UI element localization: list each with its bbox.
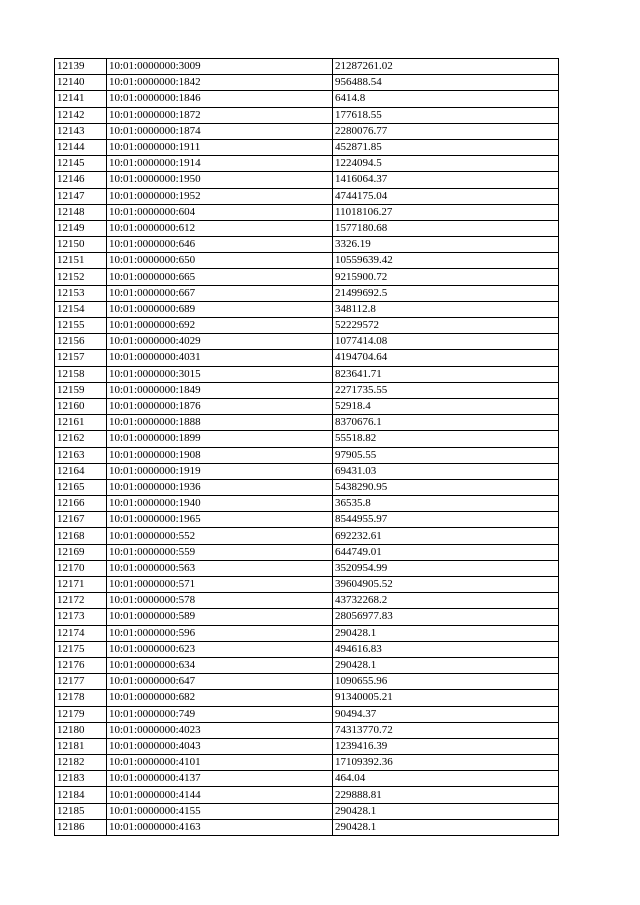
value-cell: 17109392.36 — [333, 755, 559, 771]
table-row — [55, 350, 559, 366]
table-row — [55, 544, 559, 560]
value-cell: 6414.8 — [333, 91, 559, 107]
row-number-cell: 12139 — [55, 59, 107, 75]
value-cell: 229888.81 — [333, 787, 559, 803]
cadastral-number-cell: 10:01:0000000:612 — [107, 220, 333, 236]
row-number-cell: 12162 — [55, 431, 107, 447]
cadastral-number-cell: 10:01:0000000:749 — [107, 706, 333, 722]
value-cell: 290428.1 — [333, 657, 559, 673]
value-cell: 290428.1 — [333, 819, 559, 835]
value-cell: 28056977.83 — [333, 609, 559, 625]
table-row — [55, 123, 559, 139]
row-number-cell: 12173 — [55, 609, 107, 625]
table-row — [55, 496, 559, 512]
cadastral-number-cell: 10:01:0000000:1940 — [107, 496, 333, 512]
cadastral-number-cell: 10:01:0000000:667 — [107, 285, 333, 301]
cadastral-number-cell: 10:01:0000000:623 — [107, 641, 333, 657]
table-row — [55, 107, 559, 123]
table-row — [55, 706, 559, 722]
value-cell: 3326.19 — [333, 237, 559, 253]
table-row — [55, 787, 559, 803]
table-row — [55, 560, 559, 576]
value-cell: 43732268.2 — [333, 593, 559, 609]
value-cell: 348112.8 — [333, 301, 559, 317]
row-number-cell: 12163 — [55, 447, 107, 463]
value-cell: 4194704.64 — [333, 350, 559, 366]
cadastral-number-cell: 10:01:0000000:692 — [107, 318, 333, 334]
row-number-cell: 12181 — [55, 738, 107, 754]
value-cell: 5438290.95 — [333, 479, 559, 495]
cadastral-number-cell: 10:01:0000000:665 — [107, 269, 333, 285]
value-cell: 2271735.55 — [333, 382, 559, 398]
table-row — [55, 609, 559, 625]
table-row — [55, 803, 559, 819]
table-row — [55, 156, 559, 172]
row-number-cell: 12171 — [55, 577, 107, 593]
value-cell: 52229572 — [333, 318, 559, 334]
value-cell: 97905.55 — [333, 447, 559, 463]
table-row — [55, 59, 559, 75]
row-number-cell: 12153 — [55, 285, 107, 301]
row-number-cell: 12154 — [55, 301, 107, 317]
value-cell: 1224094.5 — [333, 156, 559, 172]
row-number-cell: 12185 — [55, 803, 107, 819]
row-number-cell: 12140 — [55, 75, 107, 91]
row-number-cell: 12164 — [55, 463, 107, 479]
cadastral-number-cell: 10:01:0000000:650 — [107, 253, 333, 269]
row-number-cell: 12172 — [55, 593, 107, 609]
table-row — [55, 172, 559, 188]
row-number-cell: 12156 — [55, 334, 107, 350]
value-cell: 21499692.5 — [333, 285, 559, 301]
table-row — [55, 334, 559, 350]
value-cell: 10559639.42 — [333, 253, 559, 269]
row-number-cell: 12150 — [55, 237, 107, 253]
row-number-cell: 12160 — [55, 398, 107, 414]
row-number-cell: 12176 — [55, 657, 107, 673]
table-body — [55, 59, 559, 836]
cadastral-number-cell: 10:01:0000000:4031 — [107, 350, 333, 366]
row-number-cell: 12183 — [55, 771, 107, 787]
row-number-cell: 12151 — [55, 253, 107, 269]
row-number-cell: 12180 — [55, 722, 107, 738]
value-cell: 55518.82 — [333, 431, 559, 447]
row-number-cell: 12145 — [55, 156, 107, 172]
cadastral-number-cell: 10:01:0000000:589 — [107, 609, 333, 625]
table-row — [55, 139, 559, 155]
value-cell: 39604905.52 — [333, 577, 559, 593]
value-cell: 69431.03 — [333, 463, 559, 479]
row-number-cell: 12170 — [55, 560, 107, 576]
table-row — [55, 512, 559, 528]
row-number-cell: 12143 — [55, 123, 107, 139]
table-row — [55, 204, 559, 220]
value-cell: 644749.01 — [333, 544, 559, 560]
cadastral-number-cell: 10:01:0000000:647 — [107, 674, 333, 690]
table-row — [55, 463, 559, 479]
table-row — [55, 91, 559, 107]
cadastral-number-cell: 10:01:0000000:1908 — [107, 447, 333, 463]
row-number-cell: 12184 — [55, 787, 107, 803]
value-cell: 290428.1 — [333, 625, 559, 641]
value-cell: 1416064.37 — [333, 172, 559, 188]
cadastral-number-cell: 10:01:0000000:3015 — [107, 366, 333, 382]
row-number-cell: 12152 — [55, 269, 107, 285]
value-cell: 177618.55 — [333, 107, 559, 123]
row-number-cell: 12168 — [55, 528, 107, 544]
row-number-cell: 12147 — [55, 188, 107, 204]
cadastral-number-cell: 10:01:0000000:563 — [107, 560, 333, 576]
cadastral-number-cell: 10:01:0000000:4029 — [107, 334, 333, 350]
table-row — [55, 641, 559, 657]
cadastral-number-cell: 10:01:0000000:4144 — [107, 787, 333, 803]
value-cell: 52918.4 — [333, 398, 559, 414]
cadastral-number-cell: 10:01:0000000:1899 — [107, 431, 333, 447]
cadastral-number-cell: 10:01:0000000:604 — [107, 204, 333, 220]
value-cell: 36535.8 — [333, 496, 559, 512]
cadastral-number-cell: 10:01:0000000:552 — [107, 528, 333, 544]
table-row — [55, 188, 559, 204]
table-row — [55, 220, 559, 236]
cadastral-number-cell: 10:01:0000000:634 — [107, 657, 333, 673]
value-cell: 21287261.02 — [333, 59, 559, 75]
value-cell: 4744175.04 — [333, 188, 559, 204]
row-number-cell: 12177 — [55, 674, 107, 690]
value-cell: 464.04 — [333, 771, 559, 787]
table-row — [55, 301, 559, 317]
row-number-cell: 12144 — [55, 139, 107, 155]
cadastral-number-cell: 10:01:0000000:4155 — [107, 803, 333, 819]
value-cell: 1239416.39 — [333, 738, 559, 754]
table-row — [55, 657, 559, 673]
cadastral-number-cell: 10:01:0000000:4101 — [107, 755, 333, 771]
row-number-cell: 12159 — [55, 382, 107, 398]
cadastral-number-cell: 10:01:0000000:1914 — [107, 156, 333, 172]
cadastral-number-cell: 10:01:0000000:596 — [107, 625, 333, 641]
value-cell: 2280076.77 — [333, 123, 559, 139]
cadastral-number-cell: 10:01:0000000:1876 — [107, 398, 333, 414]
row-number-cell: 12142 — [55, 107, 107, 123]
value-cell: 8544955.97 — [333, 512, 559, 528]
cadastral-number-cell: 10:01:0000000:689 — [107, 301, 333, 317]
value-cell: 91340005.21 — [333, 690, 559, 706]
cadastral-number-cell: 10:01:0000000:1965 — [107, 512, 333, 528]
table-row — [55, 755, 559, 771]
row-number-cell: 12161 — [55, 415, 107, 431]
cadastral-number-cell: 10:01:0000000:4163 — [107, 819, 333, 835]
cadastral-number-cell: 10:01:0000000:1911 — [107, 139, 333, 155]
cadastral-number-cell: 10:01:0000000:646 — [107, 237, 333, 253]
table-row — [55, 479, 559, 495]
cadastral-number-cell: 10:01:0000000:578 — [107, 593, 333, 609]
value-cell: 8370676.1 — [333, 415, 559, 431]
row-number-cell: 12174 — [55, 625, 107, 641]
row-number-cell: 12148 — [55, 204, 107, 220]
row-number-cell: 12178 — [55, 690, 107, 706]
row-number-cell: 12186 — [55, 819, 107, 835]
table-row — [55, 318, 559, 334]
cadastral-number-cell: 10:01:0000000:4043 — [107, 738, 333, 754]
table-row — [55, 674, 559, 690]
value-cell: 823641.71 — [333, 366, 559, 382]
table-row — [55, 722, 559, 738]
value-cell: 11018106.27 — [333, 204, 559, 220]
cadastral-number-cell: 10:01:0000000:3009 — [107, 59, 333, 75]
value-cell: 9215900.72 — [333, 269, 559, 285]
table-row — [55, 593, 559, 609]
table-row — [55, 382, 559, 398]
row-number-cell: 12146 — [55, 172, 107, 188]
value-cell: 1577180.68 — [333, 220, 559, 236]
cadastral-number-cell: 10:01:0000000:4137 — [107, 771, 333, 787]
table-row — [55, 738, 559, 754]
value-cell: 452871.85 — [333, 139, 559, 155]
cadastral-number-cell: 10:01:0000000:682 — [107, 690, 333, 706]
cadastral-number-cell: 10:01:0000000:4023 — [107, 722, 333, 738]
cadastral-number-cell: 10:01:0000000:1950 — [107, 172, 333, 188]
row-number-cell: 12157 — [55, 350, 107, 366]
table-row — [55, 771, 559, 787]
cadastral-number-cell: 10:01:0000000:1952 — [107, 188, 333, 204]
value-cell: 956488.54 — [333, 75, 559, 91]
cadastral-number-cell: 10:01:0000000:1842 — [107, 75, 333, 91]
cadastral-number-cell: 10:01:0000000:1872 — [107, 107, 333, 123]
row-number-cell: 12179 — [55, 706, 107, 722]
table-row — [55, 528, 559, 544]
row-number-cell: 12182 — [55, 755, 107, 771]
value-cell: 1090655.96 — [333, 674, 559, 690]
row-number-cell: 12169 — [55, 544, 107, 560]
row-number-cell: 12166 — [55, 496, 107, 512]
row-number-cell: 12141 — [55, 91, 107, 107]
value-cell: 1077414.08 — [333, 334, 559, 350]
value-cell: 494616.83 — [333, 641, 559, 657]
cadastral-number-cell: 10:01:0000000:1874 — [107, 123, 333, 139]
table-row — [55, 577, 559, 593]
value-cell: 90494.37 — [333, 706, 559, 722]
table-row — [55, 237, 559, 253]
table-row — [55, 819, 559, 835]
data-table — [54, 58, 559, 836]
table-row — [55, 285, 559, 301]
table-row — [55, 366, 559, 382]
value-cell: 692232.61 — [333, 528, 559, 544]
cadastral-number-cell: 10:01:0000000:1849 — [107, 382, 333, 398]
row-number-cell: 12165 — [55, 479, 107, 495]
cadastral-number-cell: 10:01:0000000:1936 — [107, 479, 333, 495]
table-row — [55, 398, 559, 414]
table-row — [55, 269, 559, 285]
cadastral-number-cell: 10:01:0000000:1919 — [107, 463, 333, 479]
table-row — [55, 253, 559, 269]
cadastral-number-cell: 10:01:0000000:571 — [107, 577, 333, 593]
table-row — [55, 415, 559, 431]
table-row — [55, 690, 559, 706]
row-number-cell: 12158 — [55, 366, 107, 382]
row-number-cell: 12175 — [55, 641, 107, 657]
value-cell: 3520954.99 — [333, 560, 559, 576]
table-row — [55, 625, 559, 641]
cadastral-number-cell: 10:01:0000000:559 — [107, 544, 333, 560]
value-cell: 74313770.72 — [333, 722, 559, 738]
cadastral-number-cell: 10:01:0000000:1888 — [107, 415, 333, 431]
row-number-cell: 12155 — [55, 318, 107, 334]
row-number-cell: 12167 — [55, 512, 107, 528]
row-number-cell: 12149 — [55, 220, 107, 236]
table-row — [55, 447, 559, 463]
value-cell: 290428.1 — [333, 803, 559, 819]
table-row — [55, 431, 559, 447]
table-row — [55, 75, 559, 91]
cadastral-number-cell: 10:01:0000000:1846 — [107, 91, 333, 107]
